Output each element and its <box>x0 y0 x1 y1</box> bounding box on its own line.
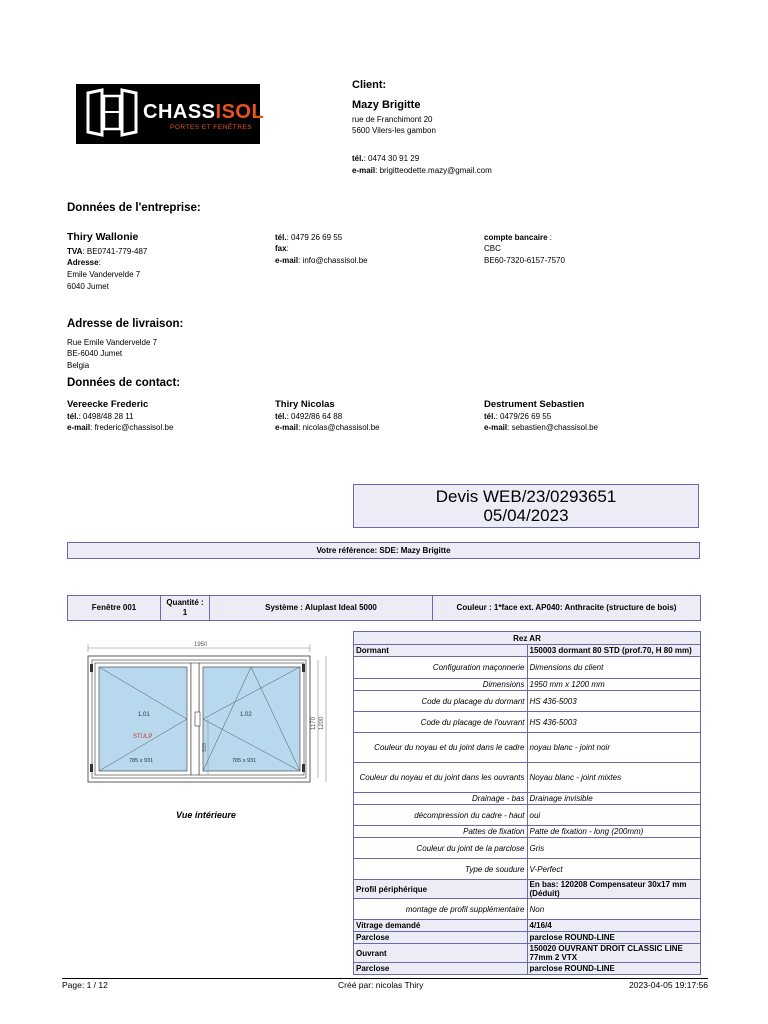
spec-value: 1950 mm x 1200 mm <box>527 679 701 691</box>
client-street: rue de Franchimont 20 <box>352 115 433 124</box>
company-name: Thiry Wallonie <box>67 231 139 243</box>
company-email: e-mail: info@chassisol.be <box>275 256 368 265</box>
footer-page: Page: 1 / 12 <box>62 980 108 990</box>
contact-tel: tél.: 0498/48 28 11 <box>67 412 134 421</box>
logo-tagline: PORTES ET FENÊTRES <box>170 124 253 131</box>
spec-value: HS 436-5003 <box>527 691 701 712</box>
window-diagram <box>66 630 336 800</box>
contact-name: Thiry Nicolas <box>275 399 335 410</box>
company-bank-label: compte bancaire : <box>484 233 553 242</box>
contact-name: Destrument Sebastien <box>484 399 585 410</box>
spec-header: Rez AR <box>354 632 701 645</box>
spec-value: HS 436-5003 <box>527 712 701 733</box>
spec-value: oui <box>527 805 701 826</box>
contact-email: e-mail: nicolas@chassisol.be <box>275 423 380 432</box>
spec-value: En bas: 120208 Compensateur 30x17 mm (Déduit) <box>527 880 701 899</box>
delivery-line2: BE-6040 Jumet <box>67 349 123 358</box>
handle-height-label: 535 <box>202 742 208 752</box>
quote-date: 05/04/2023 <box>483 506 569 525</box>
spec-label: Couleur du noyau et du joint dans le cadre <box>354 733 528 763</box>
height-label: 1200 <box>319 716 325 730</box>
spec-value: Noyau blanc - joint mixtes <box>527 763 701 793</box>
spec-value: parclose ROUND-LINE <box>527 963 701 975</box>
inner-height-label: 1170 <box>311 717 317 730</box>
spec-table <box>353 631 701 975</box>
page-footer <box>62 978 708 990</box>
window-drawing <box>66 630 336 800</box>
quote-box <box>353 484 699 528</box>
product-color: Couleur : 1*face ext. AP040: Anthracite (structure de bois) <box>433 596 701 621</box>
spec-label: montage de profil supplémentaire <box>354 899 528 920</box>
drawing-caption: Vue intérieure <box>176 810 236 820</box>
spec-label: Pattes de fixation <box>354 826 528 838</box>
spec-value: V-Perfect <box>527 859 701 880</box>
spec-label: décompression du cadre - haut <box>354 805 528 826</box>
stulp-label: STULP <box>133 734 153 740</box>
company-address2: 6040 Jumet <box>67 282 109 291</box>
delivery-line1: Rue Emile Vandervelde 7 <box>67 338 158 347</box>
spec-label: Configuration maçonnerie <box>354 657 528 679</box>
company-tel: tél.: 0479 26 69 55 <box>275 233 343 242</box>
spec-value: 150003 dormant 80 STD (prof.70, H 80 mm) <box>527 645 701 657</box>
client-tel: tél.: 0474 30 91 29 <box>352 154 420 163</box>
client-heading: Client: <box>352 79 387 91</box>
spec-value: 150020 OUVRANT DROIT CLASSIC LINE 77mm 2 VTX <box>527 944 701 963</box>
client-email: e-mail: brigitteodette.mazy@gmail.com <box>352 166 492 175</box>
sash2-label: 1.02 <box>240 712 252 718</box>
spec-label: Drainage - bas <box>354 793 528 805</box>
spec-label: Profil périphérique <box>354 880 528 899</box>
sash2-dimensions: 785 x 931 <box>232 758 257 764</box>
spec-label: Couleur du joint de la parclose <box>354 838 528 859</box>
logo-wordmark: CHASSISOL <box>143 101 265 123</box>
contact-email: e-mail: frederic@chassisol.be <box>67 423 174 432</box>
company-bank-name: CBC <box>484 244 501 253</box>
reference-bar: Votre référence: SDE: Mazy Brigitte <box>67 542 700 559</box>
product-quantity: Quantité : 1 <box>161 596 210 621</box>
contact-email: e-mail: sebastien@chassisol.be <box>484 423 598 432</box>
sash1-label: 1.01 <box>138 712 150 718</box>
footer-timestamp: 2023-04-05 19:17:56 <box>629 980 708 990</box>
spec-value: Non <box>527 899 701 920</box>
spec-value: Dimensions du client <box>527 657 701 679</box>
spec-label: Code du placage du dormant <box>354 691 528 712</box>
product-system: Système : Aluplast Ideal 5000 <box>210 596 433 621</box>
chassisol-logo <box>76 84 265 144</box>
spec-label: Dormant <box>354 645 528 657</box>
spec-label: Ouvrant <box>354 944 528 963</box>
contacts-heading: Données de contact: <box>67 377 181 389</box>
spec-label: Couleur du noyau et du joint dans les ouvrants <box>354 763 528 793</box>
client-city: 5600 Vilers-les gambon <box>352 126 436 135</box>
company-address-label: Adresse: <box>67 258 101 267</box>
footer-created: Créé par: nicolas Thiry <box>338 980 424 990</box>
spec-label: Parclose <box>354 963 528 975</box>
client-name: Mazy Brigitte <box>352 99 421 111</box>
quote-number: Devis WEB/23/0293651 <box>435 487 617 506</box>
spec-value: Gris <box>527 838 701 859</box>
contact-tel: tél.: 0479/26 69 55 <box>484 412 552 421</box>
delivery-line3: Belgia <box>67 361 90 370</box>
product-bar <box>67 595 701 621</box>
product-name: Fenêtre 001 <box>68 596 161 621</box>
company-tva: TVA: BE0741-779-487 <box>67 247 148 256</box>
spec-value: Drainage invisible <box>527 793 701 805</box>
spec-label: Vitrage demandé <box>354 920 528 932</box>
width-label: 1950 <box>194 642 208 648</box>
contact-name: Vereecke Frederic <box>67 399 149 410</box>
delivery-heading: Adresse de livraison: <box>67 318 184 330</box>
company-fax: fax: <box>275 244 289 253</box>
spec-label: Code du placage de l'ouvrant <box>354 712 528 733</box>
sash1-dimensions: 785 x 931 <box>129 758 154 764</box>
spec-label: Type de soudure <box>354 859 528 880</box>
spec-value: Patte de fixation - long (200mm) <box>527 826 701 838</box>
spec-value: parclose ROUND-LINE <box>527 932 701 944</box>
spec-label: Dimensions <box>354 679 528 691</box>
company-address1: Emile Vandervelde 7 <box>67 270 141 279</box>
spec-label: Parclose <box>354 932 528 944</box>
contact-tel: tél.: 0492/86 64 88 <box>275 412 343 421</box>
company-iban: BE60-7320-6157-7570 <box>484 256 565 265</box>
company-heading: Données de l'entreprise: <box>67 202 201 214</box>
spec-value: 4/16/4 <box>527 920 701 932</box>
spec-value: noyau blanc - joint noir <box>527 733 701 763</box>
